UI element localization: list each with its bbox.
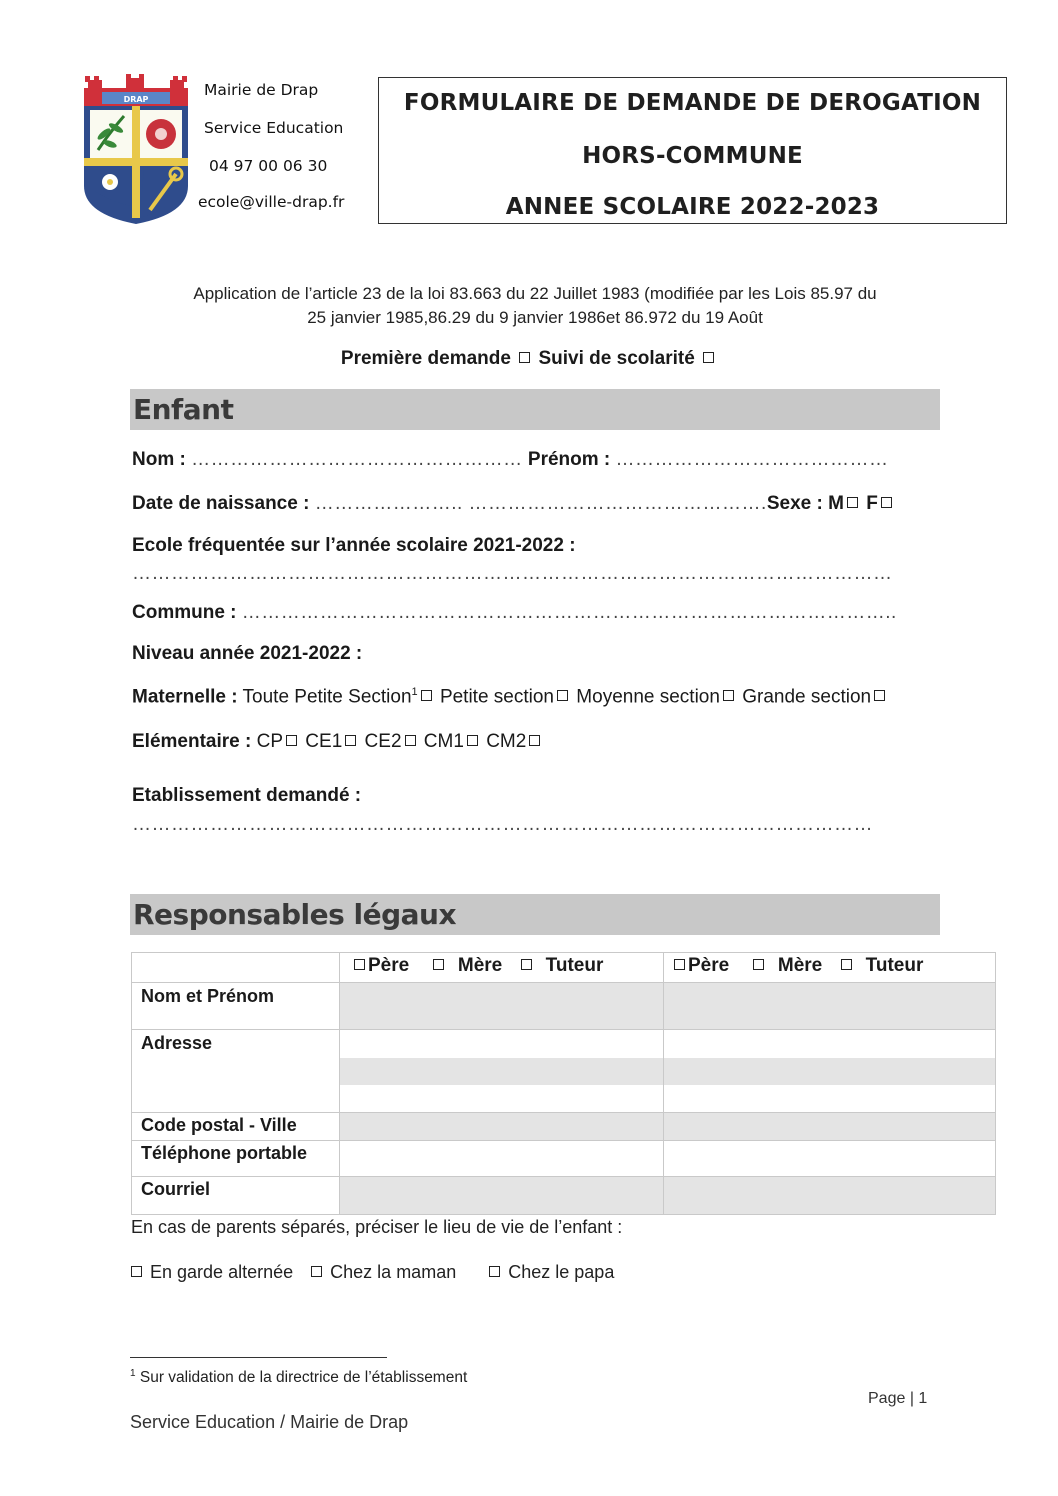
- option-cm1: CM1: [423, 731, 464, 752]
- guardian2-header: [671, 955, 923, 977]
- sex-m-label: M: [828, 493, 844, 514]
- guardian2-pere-label: Père: [688, 955, 730, 976]
- followup-label: Suivi de scolarité: [538, 348, 695, 369]
- guardian1-tuteur-checkbox[interactable]: [521, 959, 532, 970]
- cm1-checkbox[interactable]: [467, 735, 478, 746]
- sex-f-checkbox[interactable]: [881, 497, 892, 508]
- guardian2-tuteur-label: Tuteur: [865, 955, 924, 976]
- row-name: [132, 449, 889, 471]
- elementaire-label: Elémentaire :: [132, 731, 252, 752]
- ps-checkbox[interactable]: [557, 690, 568, 701]
- request-type-line: [0, 348, 1058, 370]
- law-text-line2: 25 janvier 1985,86.29 du 9 janvier 1986et 86.972 du 19 Août: [307, 308, 763, 327]
- sex-f-label: F: [866, 493, 878, 514]
- cm2-checkbox[interactable]: [529, 735, 540, 746]
- birth-label: Date de naissance :: [132, 493, 310, 514]
- nom-label: Nom :: [132, 449, 186, 470]
- ms-checkbox[interactable]: [723, 690, 734, 701]
- form-title-box: [378, 77, 1007, 224]
- option-tps: Toute Petite Section: [242, 686, 412, 708]
- school-field[interactable]: ………………………………………………………………………………………………………: [132, 563, 893, 584]
- option-ms: Moyenne section: [576, 686, 720, 708]
- contact-phone: 04 97 00 06 30: [209, 157, 328, 175]
- level-label-text: Niveau année 2021-2022 :: [132, 643, 363, 664]
- contact-mairie: Mairie de Drap: [204, 81, 319, 99]
- ce1-checkbox[interactable]: [345, 735, 356, 746]
- footnote-mark: 1: [130, 1368, 136, 1379]
- row-label-adresse: Adresse: [141, 1033, 213, 1053]
- first-request-label: Première demande: [340, 348, 511, 369]
- contact-email: ecole@ville-drap.fr: [198, 193, 345, 211]
- separated-question: En cas de parents séparés, préciser le lieu de vie de l’enfant :: [131, 1217, 623, 1237]
- row-label-telephone: Téléphone portable: [141, 1143, 308, 1163]
- row-birth-sex: [132, 493, 895, 515]
- option-ce2: CE2: [364, 731, 402, 752]
- maternelle-label: Maternelle :: [132, 686, 238, 708]
- school-label: [132, 535, 576, 557]
- guardian1-pere-checkbox[interactable]: [354, 959, 365, 970]
- sex-label: Sexe :: [766, 493, 823, 514]
- guardian2-mere-label: Mère: [777, 955, 823, 976]
- nom-field[interactable]: ……………………………………………: [191, 449, 523, 470]
- chez-maman-label: Chez la maman: [330, 1262, 457, 1282]
- level-label: [132, 643, 362, 665]
- option-gs: Grande section: [742, 686, 872, 708]
- section-child-header: Enfant: [130, 389, 940, 430]
- guardian-table: [131, 952, 996, 1215]
- law-text-line1: Application de l’article 23 de la loi 83.663 du 22 Juillet 1983 (modifiée par les Lois 85.97 du: [193, 284, 877, 303]
- separated-options: [128, 1262, 614, 1283]
- guardian1-tuteur-label: Tuteur: [545, 955, 604, 976]
- row-maternelle: [132, 686, 888, 708]
- guardian2-pere-checkbox[interactable]: [674, 959, 685, 970]
- footnote-text: Sur validation de la directrice de l’établissement: [139, 1369, 468, 1387]
- school-label-text: Ecole fréquentée sur l’année scolaire 2021-2022 :: [132, 535, 576, 556]
- prenom-field[interactable]: ……………………………………: [615, 449, 889, 470]
- chez-papa-checkbox[interactable]: [489, 1266, 500, 1277]
- page-footer: Service Education / Mairie de Drap: [130, 1412, 409, 1432]
- establishment-label-text: Etablissement demandé :: [132, 785, 362, 806]
- row-label-nom-prenom: Nom et Prénom: [141, 986, 275, 1006]
- cp-checkbox[interactable]: [286, 735, 297, 746]
- gs-checkbox[interactable]: [874, 690, 885, 701]
- establishment-label: [132, 785, 361, 807]
- row-commune: [132, 602, 897, 624]
- footnote-separator: [130, 1357, 387, 1358]
- option-ce1: CE1: [305, 731, 343, 752]
- first-request-checkbox[interactable]: [519, 352, 530, 363]
- form-title-line1: FORMULAIRE DE DEMANDE DE DEROGATION: [403, 90, 982, 116]
- form-title-line3: ANNEE SCOLAIRE 2022-2023: [505, 194, 880, 220]
- crest-banner-text: DRAP: [123, 95, 149, 104]
- option-cm2: CM2: [486, 731, 527, 752]
- guardian1-header: [351, 955, 603, 977]
- footnote-ref: 1: [411, 686, 418, 698]
- row-label-code-postal: Code postal - Ville: [141, 1115, 297, 1135]
- ce2-checkbox[interactable]: [405, 735, 416, 746]
- guardian2-mere-checkbox[interactable]: [753, 959, 764, 970]
- sex-m-checkbox[interactable]: [847, 497, 858, 508]
- option-ps: Petite section: [439, 686, 555, 708]
- guardian1-mere-checkbox[interactable]: [433, 959, 444, 970]
- prenom-label: Prénom :: [527, 449, 611, 470]
- guardian1-pere-label: Père: [368, 955, 410, 976]
- page-number: Page | 1: [868, 1390, 928, 1407]
- commune-field[interactable]: ………………………………………………………………………………………..: [241, 602, 897, 623]
- footnote: [130, 1368, 467, 1387]
- chez-maman-checkbox[interactable]: [311, 1266, 322, 1277]
- drap-crest-logo: [80, 74, 192, 226]
- option-cp: CP: [256, 731, 284, 752]
- chez-papa-label: Chez le papa: [508, 1262, 615, 1282]
- garde-alternee-label: En garde alternée: [150, 1262, 294, 1282]
- followup-checkbox[interactable]: [703, 352, 714, 363]
- row-elementaire: [132, 731, 543, 753]
- establishment-field[interactable]: ……………………………………………………………………………………………………: [132, 814, 873, 835]
- birth-field[interactable]: ………………….. ……………………………………….: [314, 493, 767, 514]
- guardian2-tuteur-checkbox[interactable]: [841, 959, 852, 970]
- section-guardians-header: Responsables légaux: [130, 894, 940, 935]
- contact-service: Service Education: [204, 119, 344, 137]
- commune-label: Commune :: [132, 602, 237, 623]
- row-label-courriel: Courriel: [141, 1179, 211, 1199]
- guardian1-mere-label: Mère: [457, 955, 503, 976]
- form-title-line2: HORS-COMMUNE: [582, 143, 803, 169]
- garde-alternee-checkbox[interactable]: [131, 1266, 142, 1277]
- tps-checkbox[interactable]: [421, 690, 432, 701]
